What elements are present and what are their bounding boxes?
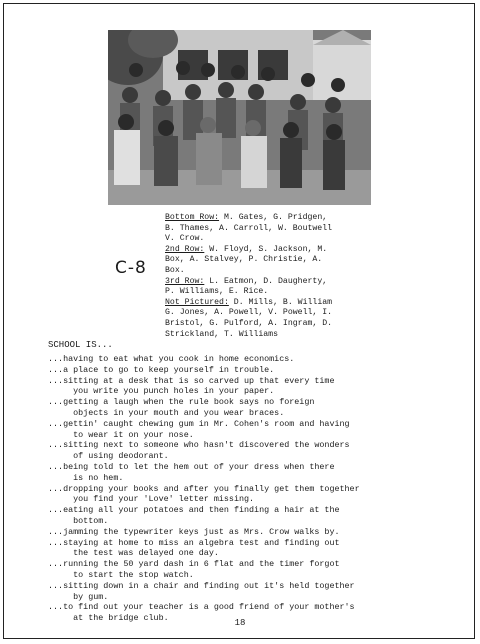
list-line: ...sitting at a desk that is so carved up that every time (48, 375, 335, 386)
caption-bottom-row-line-3: V. Crow. (165, 234, 205, 244)
caption-not-pictured-line-2: G. Jones, A. Powell, V. Powell, I. (165, 308, 333, 318)
caption-bottom-row-line-1: M. Gates, G. Pridgen, (219, 213, 328, 222)
list-line: bottom. (48, 515, 109, 526)
caption-second-row-line-1: W. Floyd, S. Jackson, M. (204, 244, 328, 254)
list-line: you write you punch holes in your paper. (48, 386, 275, 397)
list-line: ...sitting down in a chair and finding out it's held together (48, 580, 355, 591)
school-is-list (48, 354, 448, 624)
list-line: ...running the 50 yard dash in 6 flat and the timer forgot (48, 559, 340, 570)
list-line: ...a place to go to keep yourself in trouble. (48, 364, 275, 375)
list-line: ...gettin' caught chewing gum in Mr. Cohen's room and having (48, 418, 350, 429)
list-line: is no hem. (48, 472, 124, 483)
list-line: ...getting a laugh when the rule book says no foreign (48, 397, 315, 408)
caption-not-pictured-line-4: Strickland, T. Williams (165, 329, 279, 339)
list-line: ...having to eat what you cook in home economics. (48, 354, 295, 364)
page-number: 18 (234, 618, 246, 628)
list-line: objects in your mouth and you wear braces. (48, 407, 285, 418)
list-line: by gum. (48, 591, 109, 602)
caption-bottom-row-label: Bottom Row: (165, 213, 220, 222)
caption-not-pictured-line-1: D. Mills, B. William (228, 297, 333, 307)
caption-second-row-label: 2nd Row: (165, 244, 205, 254)
list-line: you find your 'Love' letter missing. (48, 494, 255, 505)
caption-third-row-line-1: L. Eatmon, D. Daugherty, (204, 276, 328, 286)
list-line: ...to find out your teacher is a good friend of your mother's (48, 602, 355, 613)
school-is-heading: SCHOOL IS... (48, 340, 113, 350)
list-line: ...sitting next to someone who hasn't discovered the wonders (48, 440, 350, 451)
list-line: of using deodorant. (48, 451, 169, 462)
caption-second-row-line-3: Box. (165, 265, 185, 275)
list-line: ...dropping your books and after you finally get them together (48, 483, 360, 494)
caption-not-pictured-line-3: Bristol, G. Pulford, A. Ingram, D. (165, 318, 333, 328)
caption-third-row-label: 3rd Row: (165, 276, 205, 286)
list-line: to wear it on your nose. (48, 429, 194, 440)
caption-third-row-line-2: P. Williams, E. Rice. (165, 287, 269, 297)
photo-caption (165, 213, 375, 340)
list-line: ...jamming the typewriter keys just as Mrs. Crow walks by. (48, 526, 340, 537)
list-line: ...eating all your potatoes and then finding a hair at the (48, 505, 340, 516)
list-line: the test was delayed one day. (48, 548, 219, 559)
caption-not-pictured-label: Not Pictured: (165, 297, 229, 307)
list-line: ...staying at home to miss an algebra test and finding out (48, 537, 340, 548)
section-label: C-8 (115, 258, 147, 278)
list-line: to start the stop watch. (48, 569, 194, 580)
class-group-photo (108, 30, 371, 205)
list-line: at the bridge club. (48, 613, 169, 624)
list-line: ...being told to let the hem out of your dress when there (48, 461, 335, 472)
caption-second-row-line-2: Box, A. Stalvey, P. Christie, A. (165, 255, 323, 265)
caption-bottom-row-line-2: B. Thames, A. Carroll, W. Boutwell (165, 223, 333, 233)
